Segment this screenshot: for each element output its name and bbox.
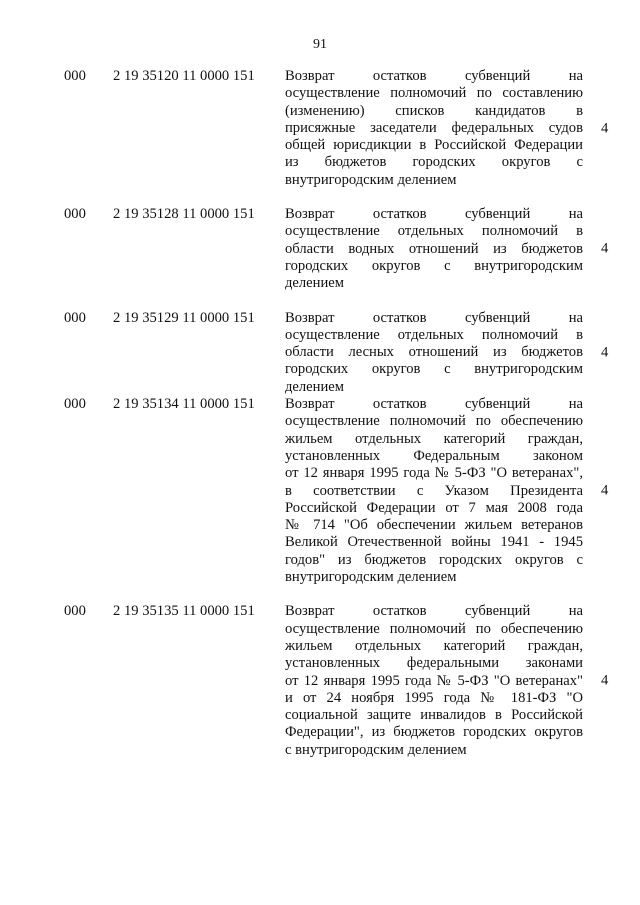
table-row [0, 396, 640, 586]
description-line: из бюджетов городских округов с [285, 154, 583, 171]
norm-value: 4 [601, 672, 609, 689]
admin-code: 000 [64, 309, 86, 326]
kbk-code: 2 19 35120 11 0000 151 [113, 68, 255, 84]
description-line: внутригородским делением [285, 569, 457, 586]
description-line: Российской Федерации от 7 мая 2008 года [285, 499, 583, 516]
description [285, 68, 583, 189]
description-line: делением [285, 275, 344, 292]
table-row [0, 310, 640, 396]
admin-code: 000 [64, 68, 86, 84]
description-line: установленных федеральными законами [285, 655, 583, 672]
description-line: осуществление полномочий по обеспечению [285, 620, 583, 637]
kbk-code: 2 19 35135 11 0000 151 [113, 603, 255, 620]
description-line: социальной защите инвалидов в Российской [285, 707, 583, 724]
admin-code: 000 [64, 206, 86, 223]
description-line: жильем отдельных категорий граждан, [285, 430, 583, 447]
description-line: жильем отдельных категорий граждан, [285, 637, 583, 654]
admin-code: 000 [64, 603, 86, 620]
description-line: осуществление отдельных полномочий в [285, 223, 583, 240]
description-line: установленных Федеральным законом [285, 447, 583, 464]
description-line: от 12 января 1995 года № 5-ФЗ "О ветеранах" [285, 672, 583, 689]
description-line: общей юрисдикции в Российской Федерации [285, 137, 583, 154]
description-line: Возврат остатков субвенций на [285, 206, 583, 223]
norm-value: 4 [601, 344, 609, 361]
description-line: городских округов с внутригородским [285, 257, 583, 274]
description-line: (изменению) списков кандидатов в [285, 102, 583, 119]
norm-value: 4 [601, 482, 609, 499]
description-line: Федерации", из бюджетов городских округов [285, 724, 583, 741]
description-line: Возврат остатков субвенций на [285, 396, 583, 413]
norm-value: 4 [601, 240, 609, 257]
description [285, 396, 583, 586]
description-line: области водных отношений из бюджетов [285, 240, 583, 257]
description-line: присяжные заседатели федеральных судов [285, 119, 583, 136]
description-line: № 714 "Об обеспечении жильем ветеранов [285, 517, 583, 534]
kbk-code: 2 19 35134 11 0000 151 [113, 396, 255, 413]
admin-code: 000 [64, 396, 86, 413]
description-line: городских округов с внутригородским [285, 361, 583, 378]
table-row [0, 68, 640, 189]
table-row [0, 603, 640, 759]
description-line: осуществление отдельных полномочий в [285, 326, 583, 343]
kbk-code: 2 19 35129 11 0000 151 [113, 309, 255, 326]
description-line: делением [285, 378, 344, 395]
description [285, 603, 583, 759]
description-line: от 12 января 1995 года № 5-ФЗ "О ветеранах", [285, 465, 583, 482]
description-line: осуществление полномочий по составлению [285, 85, 583, 102]
description [285, 310, 583, 396]
description-line: области лесных отношений из бюджетов [285, 344, 583, 361]
kbk-code: 2 19 35128 11 0000 151 [113, 206, 255, 223]
norm-value: 4 [601, 119, 609, 136]
table-rows [0, 68, 640, 759]
description-line: и от 24 ноября 1995 года № 181-ФЗ "О [285, 689, 583, 706]
description-line: Возврат остатков субвенций на [285, 68, 583, 84]
page-number: 91 [313, 37, 327, 52]
description-line: с внутригородским делением [285, 741, 467, 758]
description-line: в соответствии с Указом Президента [285, 482, 583, 499]
description-line: Возврат остатков субвенций на [285, 309, 583, 326]
description-line: осуществление полномочий по обеспечению [285, 413, 583, 430]
description [285, 206, 583, 292]
table-row [0, 206, 640, 292]
description-line: внутригородским делением [285, 171, 457, 188]
description-line: годов" из бюджетов городских округов с [285, 551, 583, 568]
description-line: Возврат остатков субвенций на [285, 603, 583, 620]
description-line: Великой Отечественной войны 1941 - 1945 [285, 534, 583, 551]
